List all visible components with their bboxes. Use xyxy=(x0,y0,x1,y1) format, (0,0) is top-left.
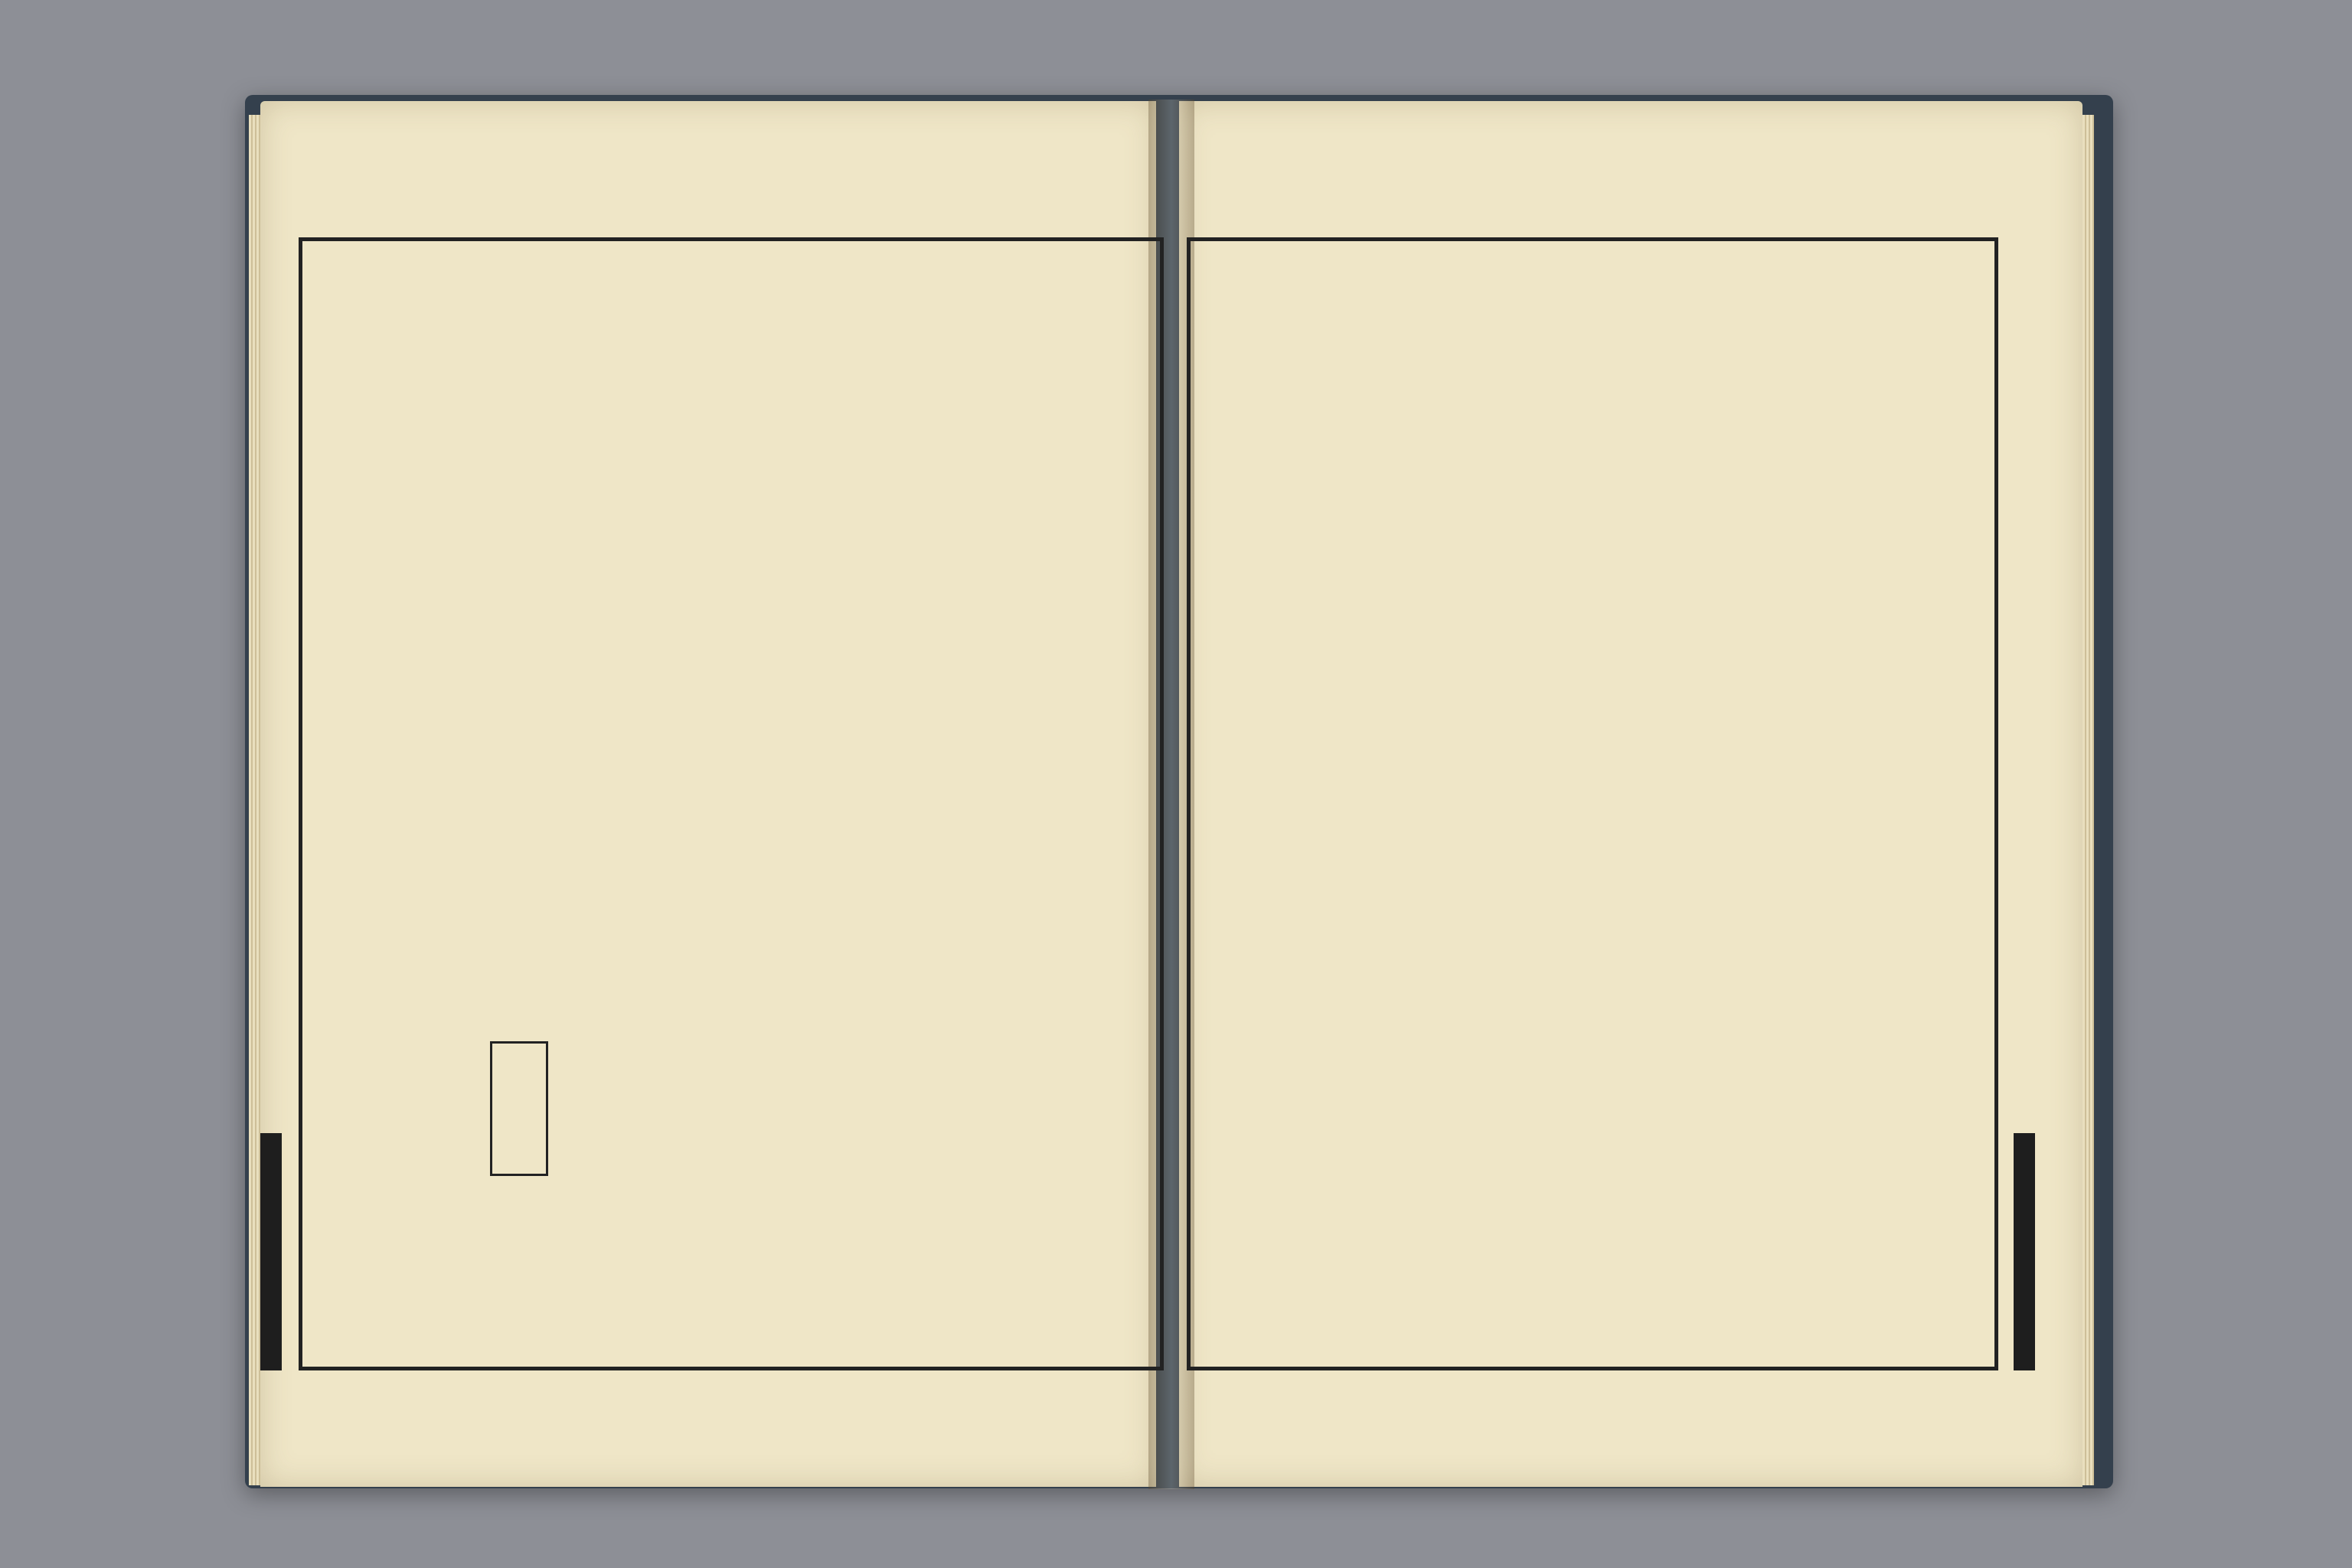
left-commentary-column-12 xyxy=(417,253,466,1355)
left-commentary-column-2 xyxy=(1030,253,1079,1355)
left-commentary-column-1 xyxy=(1091,253,1140,1355)
right-commentary-column-1 xyxy=(1562,253,1611,1355)
right-main-column-4 xyxy=(1646,253,1723,1355)
right-main-column-3 xyxy=(1730,253,1807,1355)
left-commentary-column-11 xyxy=(479,253,528,1355)
right-main-column-1 xyxy=(1899,253,1975,1355)
left-commentary-column-4 xyxy=(907,253,956,1355)
left-commentary-column-8 xyxy=(662,253,711,1355)
left-commentary-column-5 xyxy=(846,253,895,1355)
right-commentary-column-7 xyxy=(1198,253,1247,1355)
right-margin-black-bar xyxy=(2014,1133,2035,1370)
left-commentary-column-9 xyxy=(601,253,650,1355)
left-commentary-column-10 xyxy=(540,253,589,1355)
right-commentary-column-3 xyxy=(1439,253,1488,1355)
right-commentary-column-5 xyxy=(1317,253,1366,1355)
right-main-column-2 xyxy=(1815,253,1891,1355)
left-main-column-1 xyxy=(310,253,387,1355)
left-margin-black-bar xyxy=(260,1133,282,1370)
left-commentary-column-7 xyxy=(724,253,773,1355)
left-commentary-column-6 xyxy=(785,253,834,1355)
right-commentary-column-6 xyxy=(1256,253,1305,1355)
left-commentary-column-3 xyxy=(969,253,1018,1355)
right-commentary-column-4 xyxy=(1378,253,1427,1355)
right-commentary-column-2 xyxy=(1501,253,1550,1355)
